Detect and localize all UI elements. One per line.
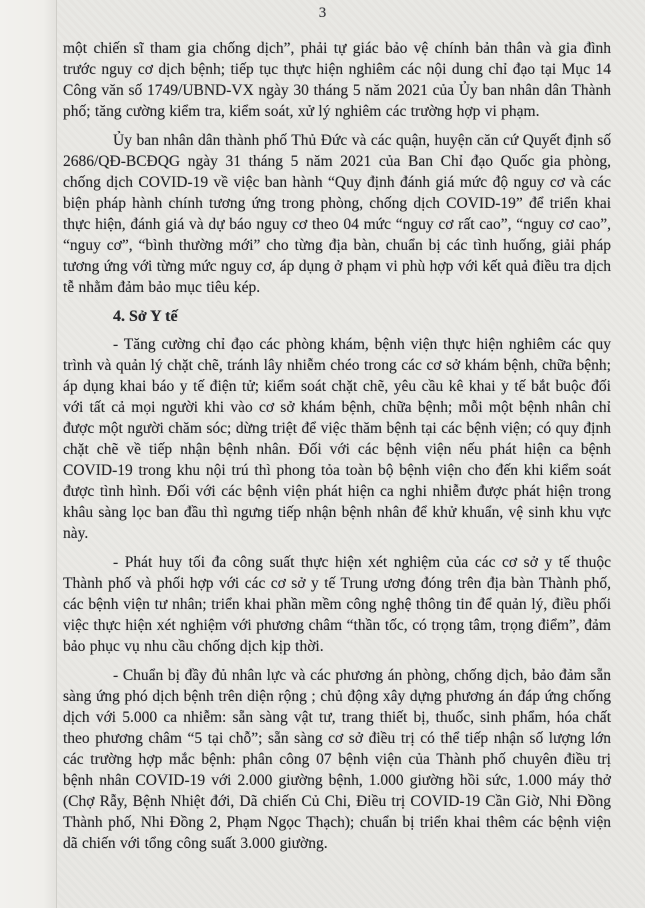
- paragraph-tang-cuong-chi-dao: - Tăng cường chỉ đạo các phòng khám, bệnh viện thực hiện nghiêm các quy trình và quản lý chặt chẽ, tránh lây nhiễm chéo trong các cơ sở khám bệnh, chữa bệnh; áp dụng khai báo y tế điện tử; kiểm soát chặt chẽ, yêu cầu kê khai y tế bắt buộc đối với tất cả mọi người khi vào cơ sở khám bệnh, chữa bệnh; mỗi một bệnh nhân chỉ được một người chăm sóc; dừng triệt để việc thăm bệnh tại các bệnh viện; có quy định chặt chẽ về tiếp nhận bệnh nhân. Đối với các bệnh viện nếu phát hiện ca bệnh COVID-19 trong khu nội trú thì phong tỏa toàn bộ bệnh viện cho đến khi kiểm soát được tình hình. Đối với các bệnh viện phát hiện ca nghi nhiễm được phát hiện trong khâu sàng lọc ban đầu thì ngưng tiếp nhận bệnh nhân để khử khuẩn, vệ sinh khu vực này.: [63, 336, 611, 542]
- paragraph-chuan-bi-nhan-luc: - Chuẩn bị đầy đủ nhân lực và các phương án phòng, chống dịch, bảo đảm sẵn sàng ứng phó dịch bệnh trên diện rộng ; chủ động xây dựng phương án đáp ứng chống dịch với 5.000 ca nhiễm: sẵn sàng vật tư, trang thiết bị, thuốc, sinh phẩm, hóa chất theo phương châm “5 tại chỗ”; sẵn sàng cơ sở điều trị có thể tiếp nhận số lượng lớn các trường hợp mắc bệnh: phân công 07 bệnh viện của Thành phố chuyên điều trị bệnh nhân COVID-19 với 2.000 giường bệnh, 1.000 giường hồi sức, 1.000 máy thở (Chợ Rẫy, Bệnh Nhiệt đới, Dã chiến Củ Chi, Điều trị COVID-19 Cần Giờ, Nhi Đồng Thành phố, Nhi Đồng 2, Phạm Ngọc Thạch); chuẩn bị triển khai thêm các bệnh viện dã chiến với tổng công suất 3.000 giường.: [63, 667, 611, 852]
- scan-edge-strip: [0, 0, 57, 908]
- document-body: [63, 38, 611, 862]
- paragraph-phat-huy-xet-nghiem: - Phát huy tối đa công suất thực hiện xét nghiệm của các cơ sở y tế thuộc Thành phố và phối hợp với các cơ sở y tế Trung ương đóng trên địa bàn Thành phố, các bệnh viện tư nhân; triển khai phần mềm công nghệ thông tin để quản lý, điều phối việc thực hiện xét nghiệm với phương châm “thần tốc, có trọng tâm, trọng điểm”, đảm bảo phục vụ nhu cầu chống dịch kịp thời.: [63, 554, 611, 655]
- paragraph-quyet-dinh-2686: Ủy ban nhân dân thành phố Thủ Đức và các quận, huyện căn cứ Quyết định số 2686/QĐ-BCĐQG ngày 31 tháng 5 năm 2021 của Ban Chỉ đạo Quốc gia phòng, chống dịch COVID-19 về việc ban hành “Quy định đánh giá mức độ nguy cơ và các biện pháp hành chính tương ứng trong phòng, chống dịch COVID-19” để triển khai thực hiện, đánh giá và dự báo nguy cơ theo 04 mức “nguy cơ rất cao”, “nguy cơ cao”, “nguy cơ”, “bình thường mới” cho từng địa bàn, chuẩn bị các tình huống, giải pháp tương ứng với từng mức nguy cơ, áp dụng ở phạm vi phù hợp với kết quả điều tra dịch tễ nhằm đảm bảo mục tiêu kép.: [63, 132, 611, 296]
- section-heading-so-y-te: 4. Sở Y tế: [113, 308, 178, 325]
- paragraph-continuation: một chiến sĩ tham gia chống dịch”, phải tự giác bảo vệ chính bản thân và gia đình trước nguy cơ dịch bệnh; tiếp tục thực hiện nghiêm các nội dung chỉ đạo tại Mục 14 Công văn số 1749/UBND-VX ngày 30 tháng 5 năm 2021 của Ủy ban nhân dân Thành phố; tăng cường kiểm tra, kiểm soát, xử lý nghiêm các trường hợp vi phạm.: [63, 40, 611, 120]
- page-number: 3: [318, 5, 327, 21]
